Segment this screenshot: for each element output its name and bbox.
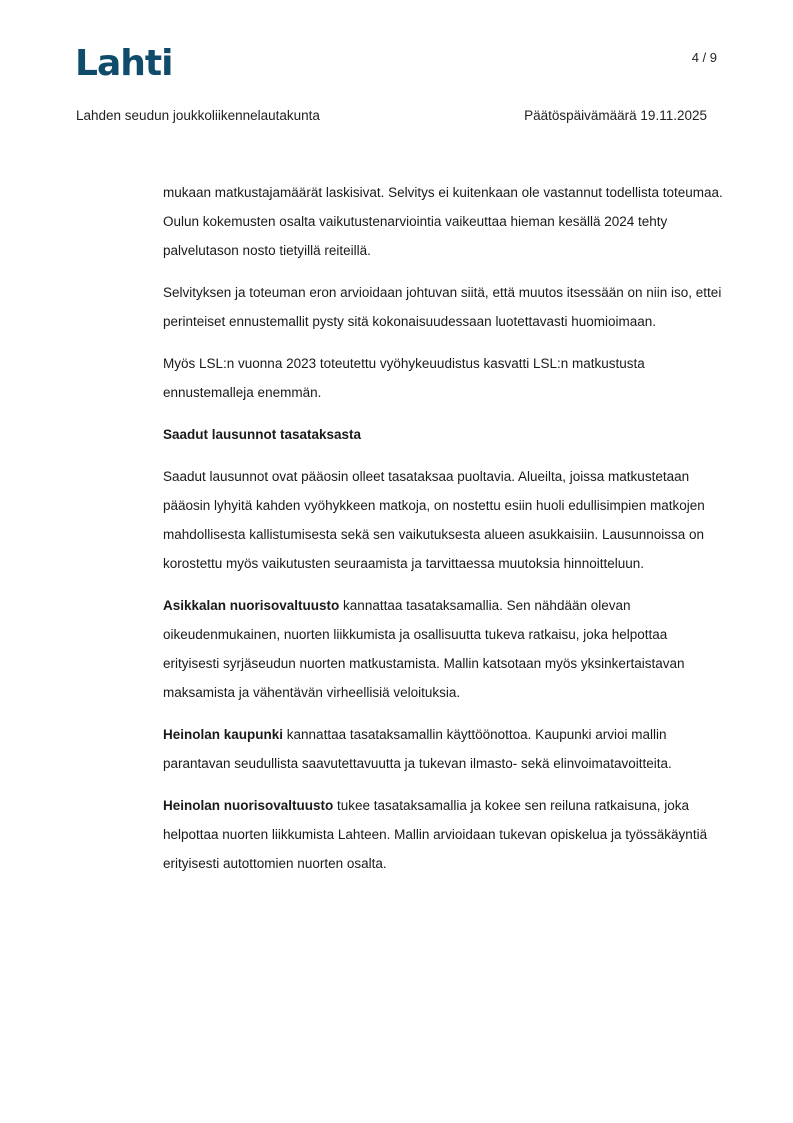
paragraph: mukaan matkustajamäärät laskisivat. Selvitys ei kuitenkaan ole vastannut todellista toteumaa. Oulun kokemusten osalta vaikutustenarviointia vaikeuttaa hieman kesällä 2024 tehty palvelutason nosto tietyillä reiteillä. [163, 185, 723, 258]
statement-text: tukee tasataksamallia ja kokee sen reiluna ratkaisuna, joka helpottaa nuorten liikkumista Lahteen. Mallin arvioidaan tukevan opiskelua ja työssäkäyntiä erityisesti autottomien nuorten osalta. [163, 798, 708, 871]
document-body [163, 178, 723, 891]
statement-paragraph [163, 791, 723, 878]
statement-text: kannattaa tasataksamallin käyttöönottoa. Kaupunki arvioi mallin parantavan seudullista saavutettavuutta ja tukevan ilmasto- sekä elinvoimatavoitteita. [163, 727, 672, 771]
statement-paragraph [163, 591, 723, 707]
statement-entity: Heinolan kaupunki [163, 727, 284, 742]
lahti-logo: Lahti [75, 43, 173, 84]
statement-text: kannattaa tasataksamallia. Sen nähdään olevan oikeudenmukainen, nuorten liikkumista ja osallisuutta tukeva ratkaisu, joka helpottaa erityisesti syrjäseudun nuorten matkustamista. Mallin katsotaan myös yksinkertaistavan maksamista ja vähentävän virheellisiä veloituksia. [163, 598, 685, 700]
paragraph: Selvityksen ja toteuman eron arvioidaan johtuvan siitä, että muutos itsessään on niin iso, ettei perinteiset ennustemallit pysty sitä kokonaisuudessaan luotettavasti huomioimaan. [163, 285, 722, 329]
organization-name: Lahden seudun joukkoliikennelautakunta [76, 108, 320, 123]
section-heading: Saadut lausunnot tasataksasta [163, 427, 362, 442]
statement-entity: Asikkalan nuorisovaltuusto [163, 598, 340, 613]
paragraph: Saadut lausunnot ovat pääosin olleet tasataksaa puoltavia. Alueilta, joissa matkustetaan pääosin lyhyitä kahden vyöhykkeen matkoja, on nostettu esiin huoli edullisimpien matkojen mahdollisesta kallistumisesta sekä sen vaikutuksesta alueen asukkaisiin. Lausunnoissa on korostettu myös vaikutusten seuraamista ja tarvittaessa muutoksia hinnoitteluun. [163, 469, 705, 571]
paragraph: Myös LSL:n vuonna 2023 toteutettu vyöhykeuudistus kasvatti LSL:n matkustusta ennustemalleja enemmän. [163, 356, 645, 400]
page-number: 4 / 9 [691, 50, 717, 65]
statement-paragraph [163, 720, 723, 778]
decision-date: Päätöspäivämäärä 19.11.2025 [524, 108, 707, 123]
statement-entity: Heinolan nuorisovaltuusto [163, 798, 334, 813]
